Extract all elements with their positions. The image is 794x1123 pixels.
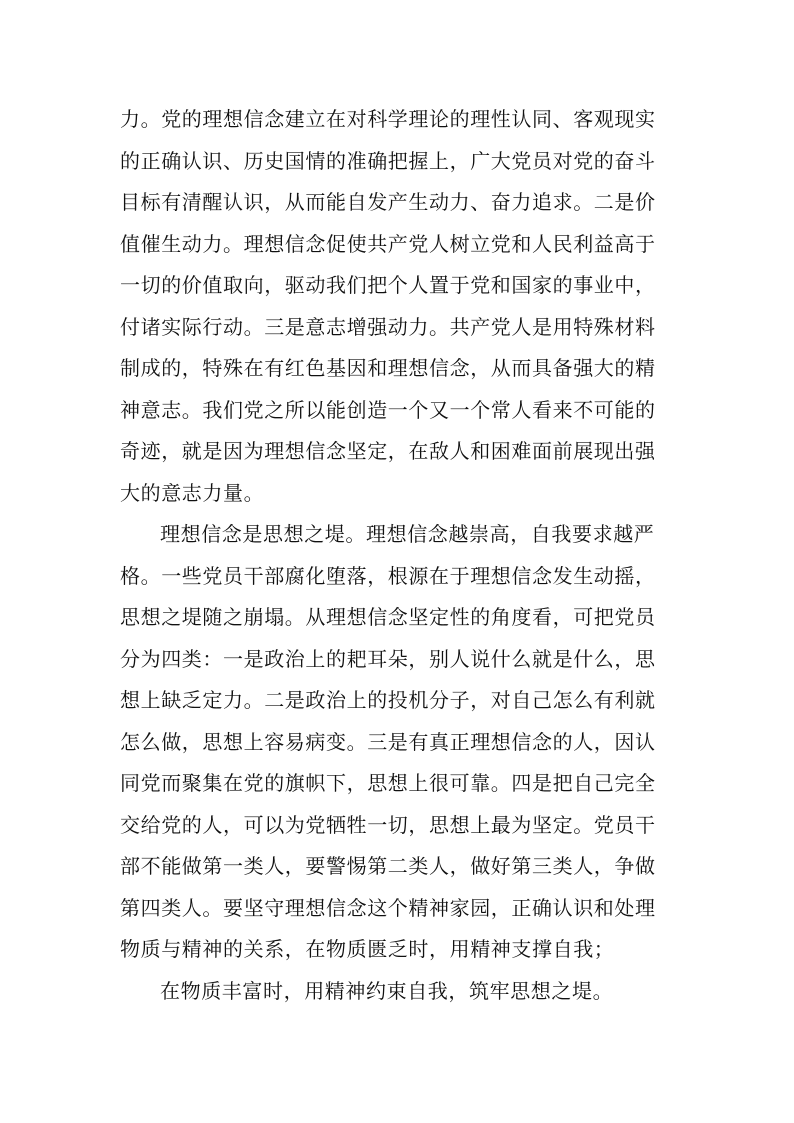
text-line: 制成的，特殊在有红色基因和理想信念，从而具备强大的精 [120, 356, 656, 380]
text-line: 第四类人。要坚守理想信念这个精神家园，正确认识和处理 [120, 895, 656, 920]
text-line: 神意志。我们党之所以能创造一个又一个常人看来不可能的 [120, 397, 656, 422]
text-line: 物质与精神的关系，在物质匮乏时，用精神支撑自我； [120, 937, 615, 961]
text-line: 同党而聚集在党的旗帜下，思想上很可靠。四是把自己完全 [120, 771, 656, 795]
text-line: 值催生动力。理想信念促使共产党人树立党和人民利益高于 [120, 231, 656, 256]
text-line: 思想之堤随之崩塌。从理想信念坚定性的角度看，可把党员 [120, 605, 656, 629]
text-line: 一切的价值取向，驱动我们把个人置于党和国家的事业中， [120, 273, 656, 297]
text-line: 力。党的理想信念建立在对科学理论的理性认同、客观现实 [120, 107, 656, 131]
text-line: 交给党的人，可以为党牺牲一切，思想上最为坚定。党员干 [120, 812, 656, 837]
text-line: 格。一些党员干部腐化堕落，根源在于理想信念发生动摇， [120, 563, 656, 588]
text-line: 想上缺乏定力。二是政治上的投机分子，对自己怎么有利就 [120, 688, 656, 712]
text-line: 分为四类：一是政治上的耙耳朵，别人说什么就是什么，思 [120, 646, 656, 671]
text-line: 付诸实际行动。三是意志增强动力。共产党人是用特殊材料 [120, 314, 656, 339]
paragraph-start-line: 在物质丰富时，用精神约束自我，筑牢思想之堤。 [160, 978, 614, 1003]
text-line: 大的意志力量。 [120, 480, 265, 505]
text-line: 奇迹，就是因为理想信念坚定，在敌人和困难面前展现出强 [120, 439, 656, 463]
text-line: 目标有清醒认识，从而能自发产生动力、奋力追求。二是价 [120, 190, 656, 214]
body-text [120, 99, 680, 1012]
text-line: 部不能做第一类人，要警惕第二类人，做好第三类人，争做 [120, 854, 656, 878]
text-line: 的正确认识、历史国情的准确把握上，广大党员对党的奋斗 [120, 148, 656, 173]
paragraph-start-line: 理想信念是思想之堤。理想信念越崇高，自我要求越严 [160, 522, 655, 546]
text-line: 怎么做，思想上容易病变。三是有真正理想信念的人，因认 [120, 729, 656, 754]
